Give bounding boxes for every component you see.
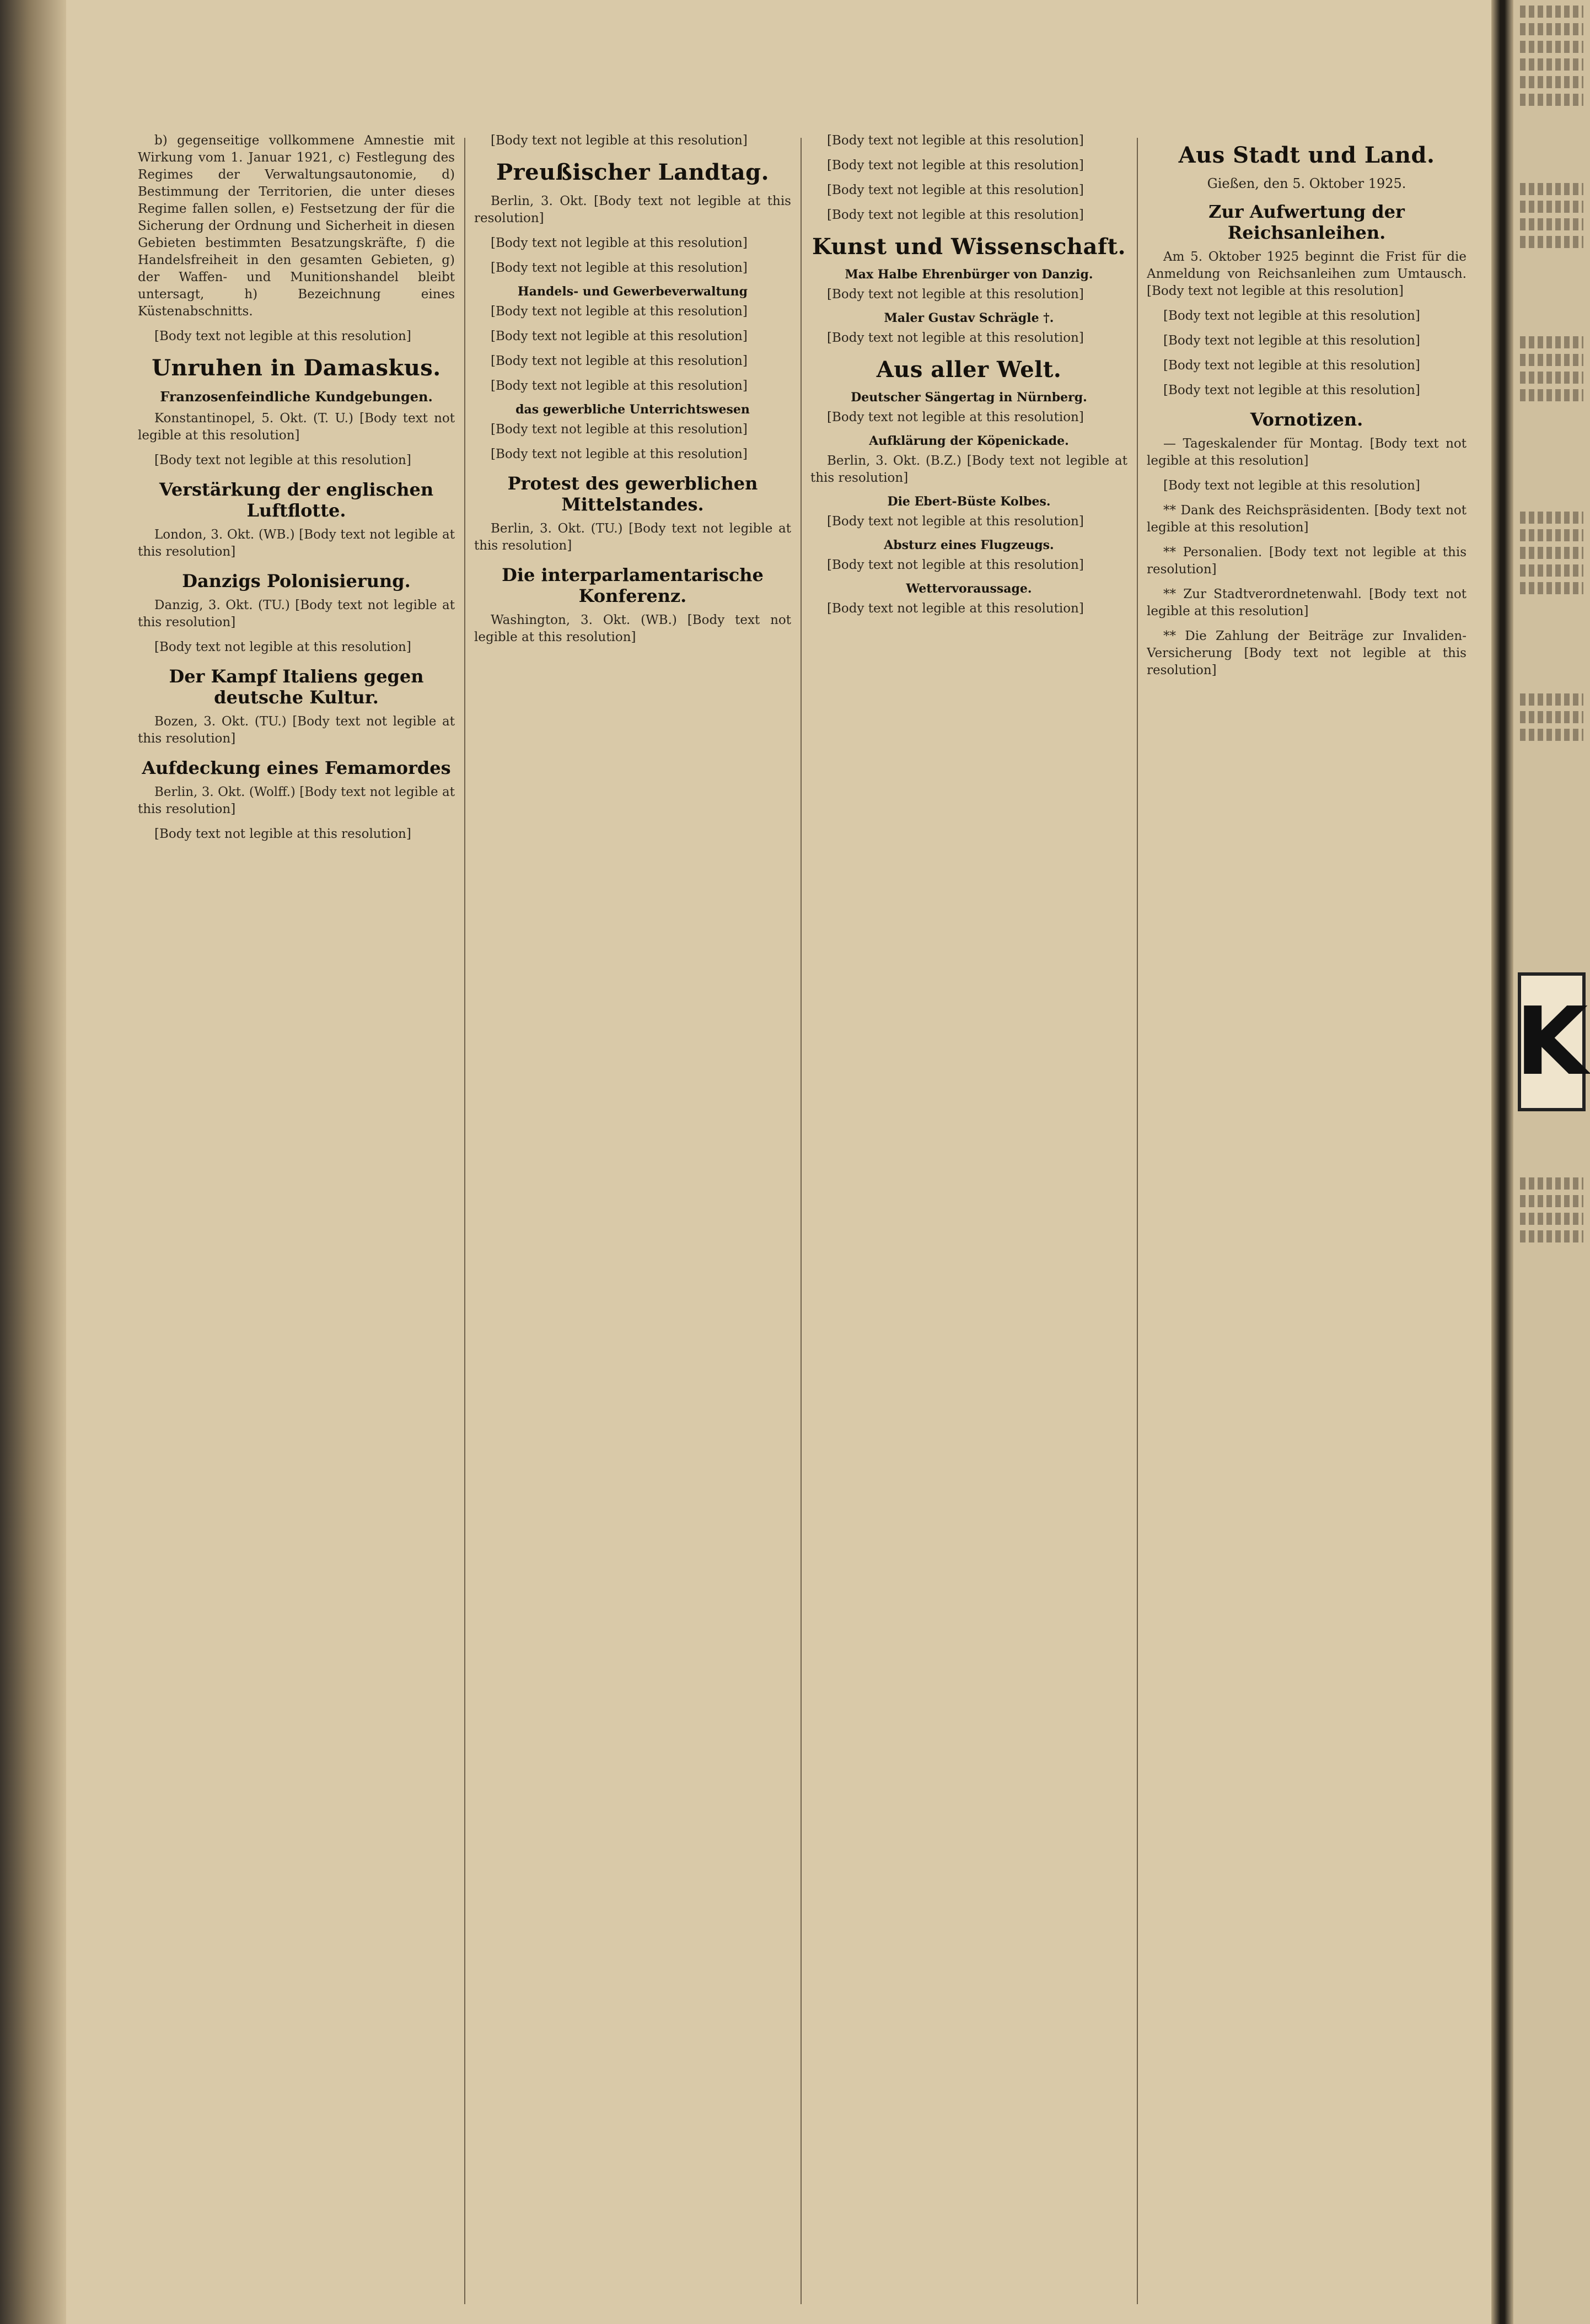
article-heading: Aus aller Welt. — [876, 357, 1062, 383]
adjacent-text — [1520, 582, 1583, 594]
adjacent-text — [1520, 529, 1583, 541]
dateline: Gießen, den 5. Oktober 1925. — [1207, 176, 1406, 191]
adjacent-text — [1520, 389, 1583, 401]
article-heading: das gewerbliche Unterrichtswesen — [515, 402, 750, 417]
article-paragraph: ** Personalien. [Body text not legible at this resolution] — [1147, 545, 1467, 577]
article-paragraph: Bozen, 3. Okt. (TU.) [Body text not legible at this resolution] — [138, 714, 455, 746]
article-paragraph: [Body text not legible at this resolution] — [827, 183, 1084, 197]
article-paragraph: Berlin, 3. Okt. (B.Z.) [Body text not legible at this resolution] — [810, 454, 1127, 485]
adjacent-text — [1520, 693, 1583, 706]
article-paragraph: ** Dank des Reichspräsidenten. [Body text not legible at this resolution] — [1147, 503, 1467, 535]
article-heading: Zur Aufwertung der Reichsanleihen. — [1208, 201, 1405, 243]
article-heading: Deutscher Sängertag in Nürnberg. — [851, 390, 1087, 405]
article-paragraph: — Tageskalender für Montag. [Body text not legible at this resolution] — [1147, 437, 1467, 468]
article-paragraph: [Body text not legible at this resolution] — [491, 133, 748, 148]
article-paragraph: [Body text not legible at this resolution] — [827, 331, 1084, 345]
article-paragraph: [Body text not legible at this resolution] — [827, 601, 1084, 616]
article-heading: Wettervoraussage. — [906, 582, 1032, 596]
adjacent-text — [1520, 76, 1583, 88]
adjacent-text — [1520, 1177, 1583, 1190]
article-paragraph: b) gegenseitige vollkommene Amnestie mit Wirkung vom 1. Januar 1921, c) Festlegung des Regimes der Verwaltungsautonomie, d) Bestimmung der Territorien, die unter dieses Regime fallen sollen, e) Festsetzung der für die Sicherung der Ordnung und Sicherheit in diesen Gebieten bestimmten Besatzungskräfte, f) die Handelsfreiheit in den gesamten Gebieten, g) der Waffen- und Munitionshandel bleibt untersagt, h) Bezeichnung eines Küstenabschnitts. — [138, 133, 455, 319]
article-paragraph: Danzig, 3. Okt. (TU.) [Body text not legible at this resolution] — [138, 598, 455, 630]
article-heading: Franzosenfeindliche Kundgebungen. — [160, 389, 433, 405]
article-heading: Preußischer Landtag. — [496, 159, 770, 185]
article-heading: Max Halbe Ehrenbürger von Danzig. — [845, 267, 1093, 282]
column-rule — [801, 138, 802, 2304]
article-paragraph: [Body text not legible at this resolution] — [1163, 333, 1420, 348]
page-gutter — [1491, 0, 1513, 2324]
article-paragraph: ** Zur Stadtverordnetenwahl. [Body text not legible at this resolution] — [1147, 587, 1467, 618]
adjacent-text — [1520, 729, 1583, 741]
article-paragraph: [Body text not legible at this resolution] — [827, 514, 1084, 529]
adjacent-text — [1520, 6, 1583, 18]
adjacent-text — [1520, 236, 1583, 248]
article-paragraph: [Body text not legible at this resolution] — [827, 208, 1084, 222]
article-paragraph: ** Die Zahlung der Beiträge zur Invaliden-Versicherung [Body text not legible at this resolution] — [1147, 629, 1467, 677]
newspaper-page — [138, 132, 1478, 2315]
article-heading: Danzigs Polonisierung. — [182, 571, 411, 591]
article-paragraph: [Body text not legible at this resolution] — [154, 453, 411, 467]
adjacent-text — [1520, 218, 1583, 230]
article-paragraph: [Body text not legible at this resolution] — [491, 329, 748, 343]
article-paragraph: [Body text not legible at this resolution] — [491, 304, 748, 319]
adjacent-text — [1520, 336, 1583, 348]
article-paragraph: [Body text not legible at this resolution] — [1163, 478, 1420, 493]
article-heading: Maler Gustav Schrägle †. — [884, 311, 1054, 325]
article-paragraph: [Body text not legible at this resolution] — [1163, 383, 1420, 397]
adjacent-text — [1520, 711, 1583, 723]
article-heading: Aus Stadt und Land. — [1178, 142, 1435, 168]
article-paragraph: [Body text not legible at this resolution] — [154, 640, 411, 654]
adjacent-text — [1520, 372, 1583, 384]
article-heading: Aufdeckung eines Femamordes — [142, 757, 451, 778]
column-1 — [138, 132, 455, 2315]
article-paragraph: [Body text not legible at this resolution] — [1163, 309, 1420, 323]
column-3 — [810, 132, 1127, 2315]
article-paragraph: [Body text not legible at this resolution] — [491, 422, 748, 437]
article-heading: Protest des gewerblichen Mittelstandes. — [507, 473, 758, 515]
article-heading: Verstärkung der englischen Luftflotte. — [159, 479, 434, 521]
article-paragraph: [Body text not legible at this resolution] — [491, 447, 748, 461]
adjacent-text — [1520, 94, 1583, 106]
column-2 — [474, 132, 791, 2315]
article-paragraph: [Body text not legible at this resolution] — [154, 827, 411, 841]
article-heading: Aufklärung der Köpenickade. — [869, 434, 1069, 448]
adjacent-text — [1520, 354, 1583, 366]
article-heading: Kunst und Wissenschaft. — [812, 234, 1126, 260]
article-paragraph: Berlin, 3. Okt. (TU.) [Body text not legible at this resolution] — [474, 521, 791, 553]
column-rule — [1137, 138, 1138, 2304]
article-paragraph: London, 3. Okt. (WB.) [Body text not legible at this resolution] — [138, 528, 455, 559]
article-paragraph: [Body text not legible at this resolution] — [827, 287, 1084, 302]
article-heading: Unruhen in Damaskus. — [152, 355, 441, 381]
binding-shadow — [0, 0, 66, 2324]
adjacent-page-strip — [1513, 0, 1590, 2324]
article-heading: Handels- und Gewerbeverwaltung — [517, 284, 748, 299]
article-heading: Vornotizen. — [1250, 409, 1363, 430]
article-paragraph: [Body text not legible at this resolution] — [827, 158, 1084, 173]
adjacent-text — [1520, 41, 1583, 53]
article-paragraph: [Body text not legible at this resolution] — [154, 329, 411, 343]
article-paragraph: [Body text not legible at this resolution] — [491, 261, 748, 275]
adjacent-ad-box: K — [1518, 972, 1586, 1111]
article-paragraph: [Body text not legible at this resolution] — [827, 133, 1084, 148]
article-paragraph: Washington, 3. Okt. (WB.) [Body text not legible at this resolution] — [474, 613, 791, 644]
article-paragraph: [Body text not legible at this resolution] — [827, 410, 1084, 424]
adjacent-text — [1520, 58, 1583, 71]
adjacent-text — [1520, 23, 1583, 35]
article-paragraph: Berlin, 3. Okt. (Wolff.) [Body text not legible at this resolution] — [138, 785, 455, 816]
column-4 — [1147, 132, 1467, 2315]
adjacent-text — [1520, 201, 1583, 213]
adjacent-text — [1520, 1230, 1583, 1242]
article-paragraph: [Body text not legible at this resolution] — [491, 379, 748, 393]
article-heading: Die Ebert-Büste Kolbes. — [887, 494, 1051, 509]
article-paragraph: [Body text not legible at this resolution] — [827, 558, 1084, 572]
adjacent-text — [1520, 512, 1583, 524]
adjacent-text — [1520, 564, 1583, 577]
article-paragraph: [Body text not legible at this resolution] — [491, 236, 748, 250]
article-paragraph: Konstantinopel, 5. Okt. (T. U.) [Body text not legible at this resolution] — [138, 411, 455, 443]
adjacent-text — [1520, 1195, 1583, 1207]
article-heading: Absturz eines Flugzeugs. — [884, 538, 1054, 552]
adjacent-text — [1520, 547, 1583, 559]
article-paragraph: Berlin, 3. Okt. [Body text not legible at this resolution] — [474, 194, 791, 225]
adjacent-text — [1520, 183, 1583, 195]
adjacent-text — [1520, 1213, 1583, 1225]
article-heading: Die interparlamentarische Konferenz. — [502, 564, 764, 606]
article-paragraph: [Body text not legible at this resolution] — [491, 354, 748, 368]
article-paragraph: Am 5. Oktober 1925 beginnt die Frist für die Anmeldung von Reichsanleihen zum Umtausch. [Body text not legible at this resolution] — [1147, 250, 1467, 298]
column-rule — [464, 138, 465, 2304]
article-paragraph: [Body text not legible at this resolution] — [1163, 358, 1420, 373]
article-heading: Der Kampf Italiens gegen deutsche Kultur. — [169, 666, 424, 708]
